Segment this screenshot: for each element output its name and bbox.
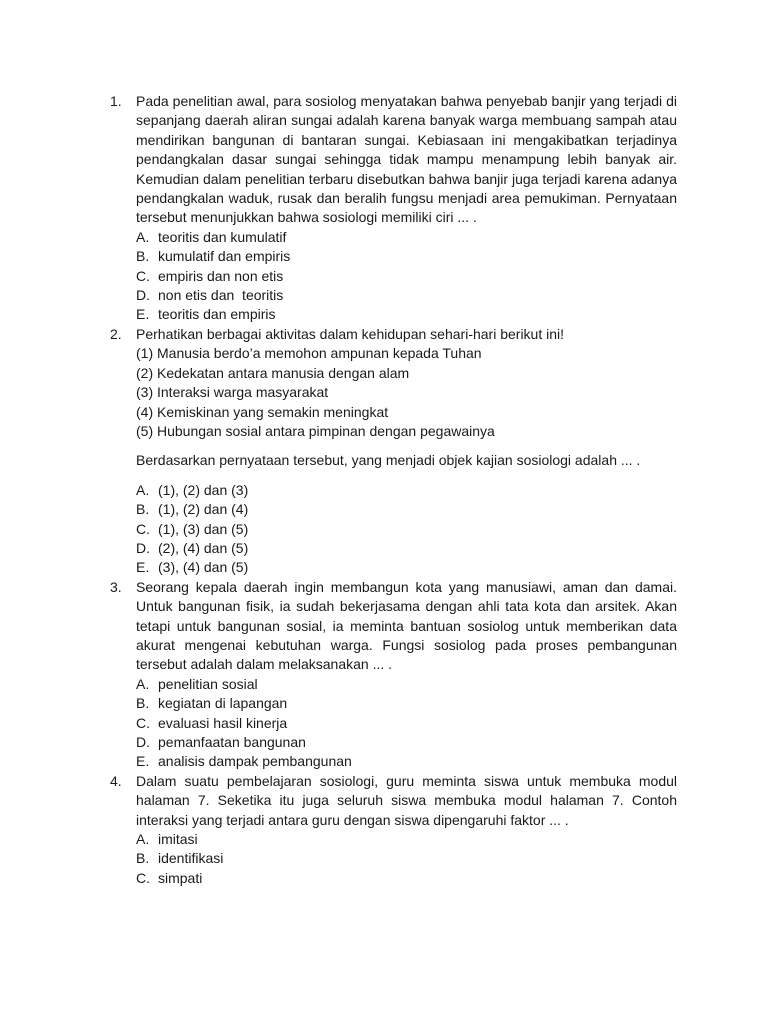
- option-text: identifikasi: [158, 850, 224, 867]
- answer-option: [136, 849, 677, 868]
- answer-option: [136, 694, 677, 713]
- option-text: kumulatif dan empiris: [158, 248, 291, 265]
- option-text: kegiatan di lapangan: [158, 695, 288, 712]
- answer-option: [136, 481, 677, 500]
- option-text: teoritis dan empiris: [158, 306, 276, 323]
- answer-options: [136, 830, 677, 888]
- question-number: 4.: [110, 772, 122, 789]
- question-number: 1.: [110, 93, 122, 109]
- answer-option: [136, 228, 677, 247]
- option-text: teoritis dan kumulatif: [158, 228, 287, 245]
- option-text: non etis dan teoritis: [158, 287, 284, 304]
- answer-option: [136, 305, 677, 324]
- option-letter: B.: [136, 695, 150, 712]
- option-text: pemanfaatan bangunan: [158, 734, 306, 750]
- answer-option: [136, 752, 677, 771]
- option-text: (3), (4) dan (5): [158, 559, 249, 576]
- option-text: (1), (2) dan (4): [158, 501, 249, 518]
- option-letter: A.: [136, 831, 150, 848]
- answer-option: [136, 247, 677, 266]
- question-2: [110, 325, 677, 578]
- option-letter: D.: [136, 734, 150, 750]
- option-text: (2), (4) dan (5): [158, 539, 249, 556]
- option-letter: E.: [136, 753, 150, 770]
- answer-option: [136, 869, 677, 888]
- option-letter: C.: [136, 869, 150, 886]
- question-4: [110, 772, 677, 888]
- answer-option: [136, 714, 677, 733]
- answer-option: [136, 500, 677, 519]
- question-number: 2.: [110, 325, 122, 342]
- question-number: 3.: [110, 578, 122, 595]
- option-letter: D.: [136, 539, 150, 556]
- question-document: [110, 92, 677, 888]
- option-letter: C.: [136, 714, 150, 731]
- option-letter: A.: [136, 228, 150, 245]
- question-text: Dalam suatu pembelajaran sosiologi, guru meminta siswa untuk membuka modul halaman 7. Seketika itu juga seluruh siswa membuka modul halaman 7. Contoh interaksi yang terjadi antara guru dengan siswa dipengaruhi faktor ... .: [136, 772, 677, 828]
- option-letter: E.: [136, 306, 150, 323]
- option-text: penelitian sosial: [158, 675, 258, 692]
- statement-item: (1) Manusia berdo’a memohon ampunan kepada Tuhan: [136, 345, 482, 362]
- answer-option: [136, 733, 677, 752]
- answer-option: [136, 539, 677, 558]
- option-letter: B.: [136, 850, 150, 867]
- option-letter: A.: [136, 675, 150, 692]
- option-text: simpati: [158, 869, 203, 886]
- option-letter: C.: [136, 520, 150, 537]
- answer-option: [136, 558, 677, 577]
- question-1: [110, 92, 677, 325]
- statement-item: (3) Interaksi warga masyarakat: [136, 384, 329, 401]
- option-letter: D.: [136, 287, 150, 304]
- option-text: (1), (2) dan (3): [158, 481, 249, 498]
- option-letter: A.: [136, 481, 150, 498]
- option-letter: E.: [136, 559, 150, 576]
- answer-option: [136, 520, 677, 539]
- option-text: empiris dan non etis: [158, 267, 284, 284]
- answer-option: [136, 267, 677, 286]
- option-letter: B.: [136, 248, 150, 265]
- answer-option: [136, 675, 677, 694]
- question-text: Seorang kepala daerah ingin membangun kota yang manusiawi, aman dan damai. Untuk bangunan fisik, ia sudah bekerjasama dengan ahli tata kota dan arsitek. Akan tetapi untuk bangunan sosial, ia meminta bantuan sosiolog untuk memberikan data akurat mengenai kebutuhan warga. Fungsi sosiolog pada proses pembangunan tersebut adalah dalam melaksanakan ... .: [136, 578, 677, 673]
- statement-item: (4) Kemiskinan yang semakin meningkat: [136, 403, 389, 420]
- option-letter: C.: [136, 267, 150, 284]
- answer-options: [136, 675, 677, 772]
- question-prompt: Berdasarkan pernyataan tersebut, yang menjadi objek kajian sosiologi adalah ... .: [136, 452, 641, 469]
- question-text: Perhatikan berbagai aktivitas dalam kehidupan sehari-hari berikut ini!: [136, 325, 565, 342]
- answer-option: [136, 286, 677, 305]
- question-3: [110, 578, 677, 772]
- option-letter: B.: [136, 501, 150, 518]
- option-text: imitasi: [158, 831, 198, 848]
- option-text: evaluasi hasil kinerja: [158, 714, 288, 731]
- option-text: analisis dampak pembangunan: [158, 753, 352, 770]
- statement-item: (5) Hubungan sosial antara pimpinan dengan pegawainya: [136, 422, 495, 439]
- answer-options: [136, 228, 677, 325]
- answer-option: [136, 830, 677, 849]
- answer-options: [136, 481, 677, 578]
- statement-item: (2) Kedekatan antara manusia dengan alam: [136, 364, 410, 381]
- statement-list: [136, 344, 677, 441]
- option-text: (1), (3) dan (5): [158, 520, 249, 537]
- question-text: Pada penelitian awal, para sosiolog menyatakan bahwa penyebab banjir yang terjadi di sepanjang daerah aliran sungai adalah karena banyak warga membuang sampah atau mendirikan bangunan di bantaran sungai. Kebiasaan ini mengakibatkan terjadinya pendangkalan dasar sungai sehingga tidak mampu menampung lebih banyak air. Kemudian dalam penelitian terbaru disebutkan bahwa banjir juga terjadi karena adanya pendangkalan waduk, rusak dan beralih fungsu menjadi area pemukiman. Pernyataan tersebut menunjukkan bahwa sosiologi memiliki ciri ... .: [136, 93, 677, 226]
